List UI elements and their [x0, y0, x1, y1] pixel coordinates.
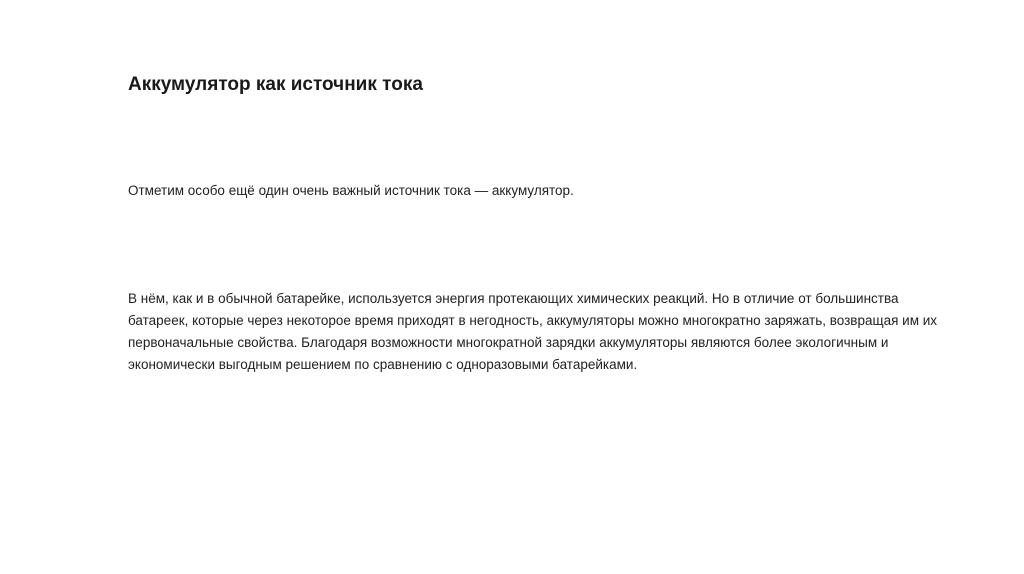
- slide-title: Аккумулятор как источник тока: [128, 74, 423, 95]
- body-paragraph: В нём, как и в обычной батарейке, используется энергия протекающих химических реакций. Но в отличие от большинства батареек, которые через некоторое время приходят в негодность, аккумуляторы можно многократно заряжать, возвращая им их первоначальные свойства. Благодаря возможности многократной зарядки аккумуляторы являются более экологичным и экономически выгодным решением по сравнению с одноразовыми батарейками.: [128, 291, 938, 372]
- intro-paragraph: Отметим особо ещё один очень важный источник тока — аккумулятор.: [128, 183, 574, 198]
